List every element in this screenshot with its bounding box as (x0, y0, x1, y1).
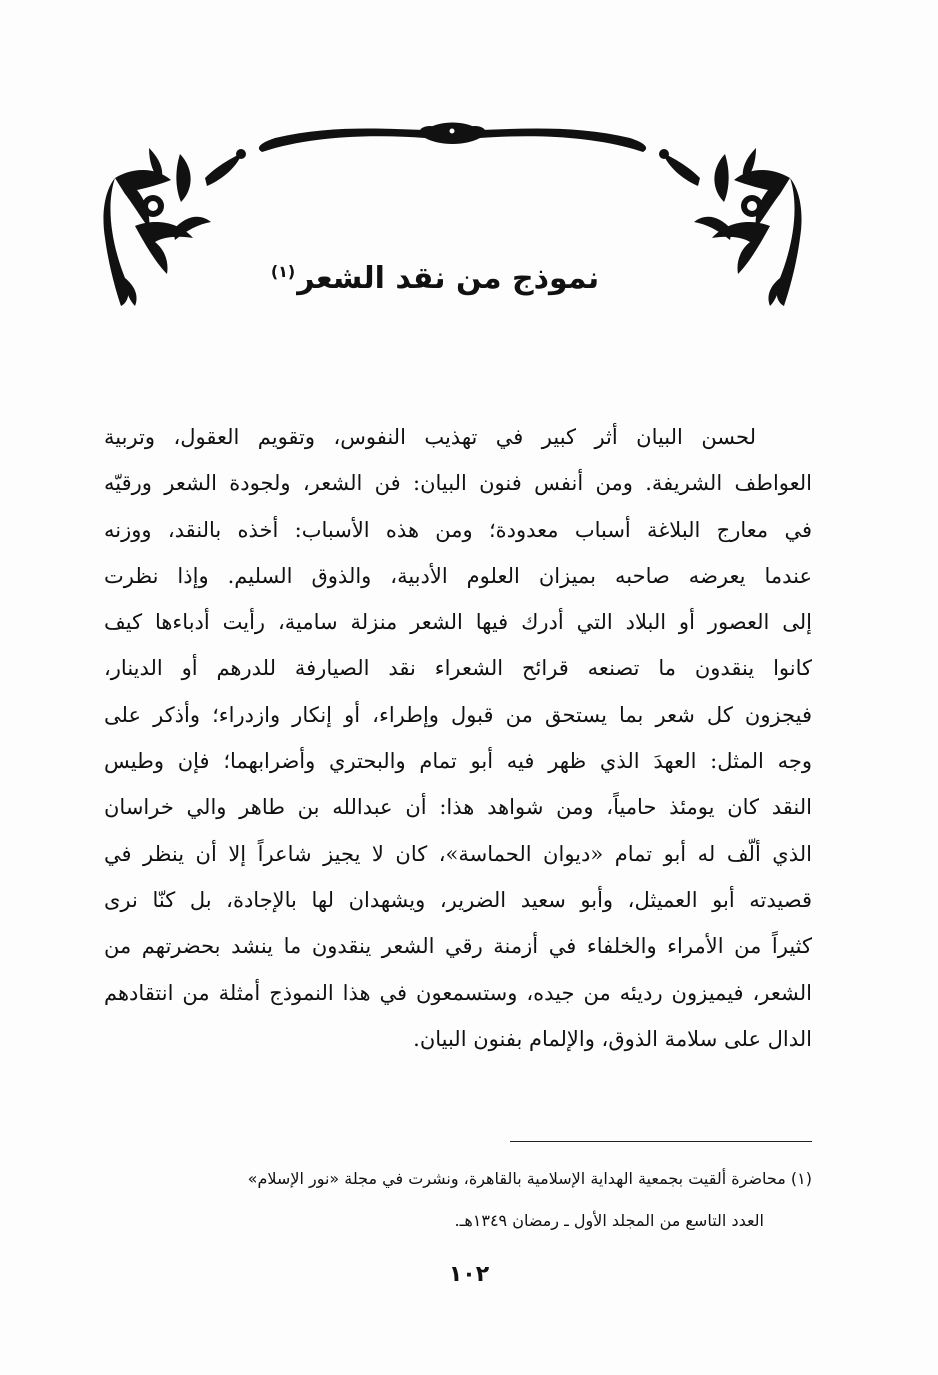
body-line: عندما يعرضه صاحبه بميزان العلوم الأدبية، والذوق السليم. وإذا نظرت (104, 563, 812, 588)
chapter-title-text: نموذج من نقد الشعر (297, 261, 600, 296)
body-line: في معارج البلاغة أسباب معدودة؛ ومن هذه الأسباب: أخذه بالنقد، ووزنه (104, 517, 812, 542)
footnotes (104, 1158, 812, 1242)
body-paragraph (104, 414, 812, 1062)
page-number: ١٠٢ (448, 1262, 490, 1287)
body-line: كانوا ينقدون ما تصنعه قرائح الشعراء نقد الصيارفة للدرهم أو الدينار، (104, 656, 812, 681)
body-line: العواطف الشريفة. ومن أنفس فنون البيان: فن الشعر، ولجودة الشعر ورقيّه (104, 471, 812, 496)
body-line: فيجزون كل شعر بما يستحق من قبول وإطراء، أو إنكار وازدراء؛ وأذكر على (104, 702, 812, 727)
body-line: وجه المثل: العهدَ الذي ظهر فيه أبو تمام والبحتري وأضرابهما؛ فإن وطيس (104, 749, 812, 774)
body-line: كثيراً من الأمراء والخلفاء في أزمنة رقي الشعر ينقدون ما ينشد بحضرتهم من (104, 934, 812, 959)
body-line: إلى العصور أو البلاد التي أدرك فيها الشعر منزلة سامية، رأيت أدباءها كيف (104, 610, 812, 635)
chapter-title (250, 248, 620, 303)
body-line: قصيدته أبو العميثل، وأبو سعيد الضرير، ويشهدان لها بالإجادة، بل كنّا نرى (104, 887, 812, 912)
body-line: لحسن البيان أثر كبير في تهذيب النفوس، وتقويم العقول، وتربية (104, 425, 756, 449)
title-footnote-marker: (١) (270, 262, 296, 281)
footnote-line: (١) محاضرة ألقيت بجمعية الهداية الإسلامية بالقاهرة، ونشرت في مجلة «نور الإسلام» (247, 1169, 812, 1188)
footnote-line: العدد التاسع من المجلد الأول ـ رمضان ١٣٤٩هـ. (454, 1211, 764, 1230)
body-line: الذي ألّف له أبو تمام «ديوان الحماسة»، كان لا يجيز شاعراً إلا أن ينظر في (104, 841, 812, 866)
body-line: الشعر، فيميزون رديئه من جيده، وستسمعون في هذا النموذج أمثلة من انتقادهم (104, 980, 812, 1005)
body-line: النقد كان يومئذ حامياً، ومن شواهد هذا: أن عبدالله بن طاهر والي خراسان (104, 795, 812, 820)
footnote-divider (510, 1141, 812, 1142)
body-line: الدال على سلامة الذوق، والإلمام بفنون البيان. (413, 1026, 812, 1051)
